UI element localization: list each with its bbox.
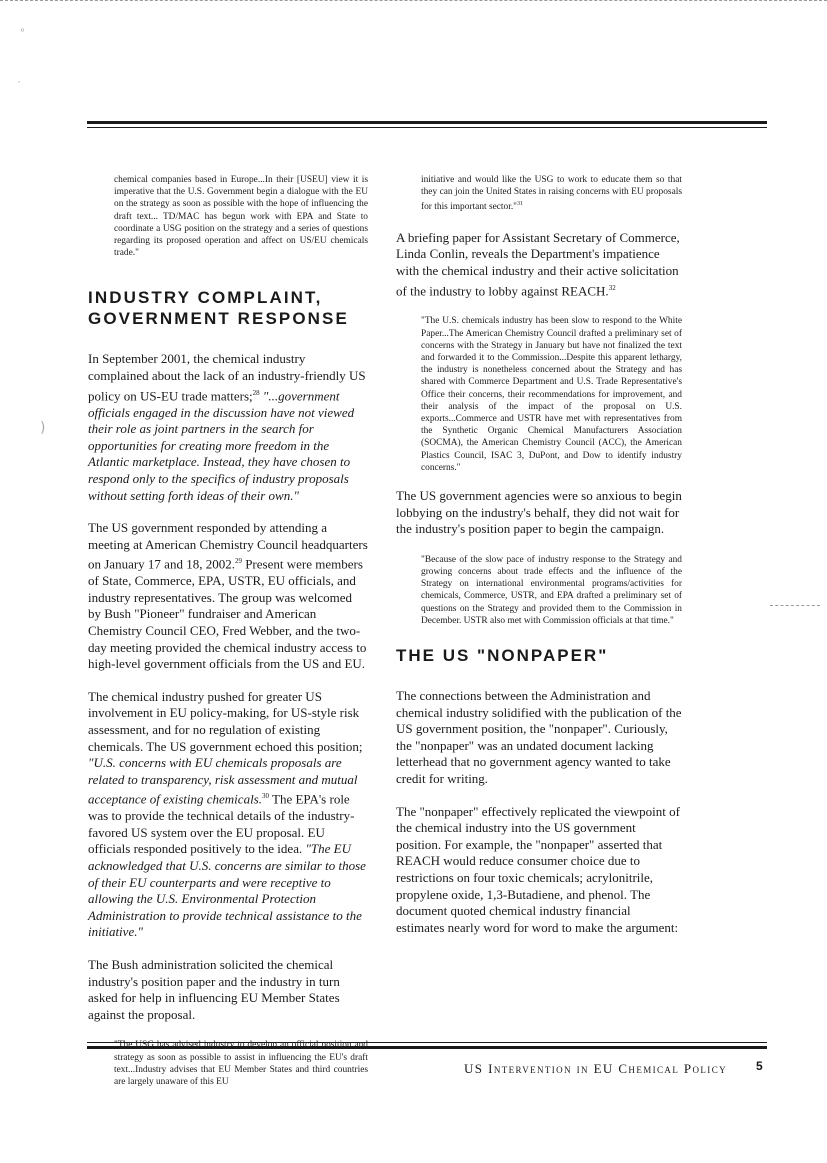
scan-speck: ° <box>20 28 25 39</box>
footnote-ref: 32 <box>608 283 616 292</box>
quoted-text: "The EU acknowledged that U.S. concerns are similar to those of their EU counterparts and were receptive to allowing the U.S. Environmental Protection Administration to provide technical assistance to the initiative." <box>88 841 366 940</box>
footnote-ref: 28 <box>252 388 260 397</box>
text-run: Present were members of State, Commerce, EPA, USTR, EU officials, and industry representatives. The group was welcomed by Bush "Pioneer" fundraiser and American Chemistry Council CEO, Fred Webber, and the two-day meeting provided the chemical industry access to high-level government officials from the US and EU. <box>88 556 367 672</box>
body-paragraph <box>88 520 368 673</box>
text-run: The chemical industry pushed for greater US involvement in EU policy-making, for US-style risk assessment, and for no regulation of existing chemicals. The US government echoed this position; <box>88 688 363 754</box>
header-rule-thin <box>87 127 767 128</box>
footnote-ref: 29 <box>234 557 242 566</box>
footer-rule-thick <box>87 1046 767 1049</box>
section-heading-nonpaper: THE US "NONPAPER" <box>396 646 609 666</box>
text-run: The EPA's role was to provide the technical details of the industry-favored US system over the EU proposal. EU officials responded positively to the idea. <box>88 791 355 857</box>
page-number: 5 <box>756 1059 763 1073</box>
body-paragraph: The Bush administration solicited the chemical industry's position paper and the industry in turn asked for help in influencing EU Member States against the proposal. <box>88 957 340 1022</box>
text-run: In September 2001, the chemical industry complained about the lack of an industry-friendly US policy on US-EU trade matters; <box>88 351 366 403</box>
footer-rule-thin <box>87 1042 767 1043</box>
text-run: A briefing paper for Assistant Secretary of Commerce, Linda Conlin, reveals the Department's impatience with the chemical industry and their active solicitation of the industry to lobby against REACH. <box>396 229 680 298</box>
quoted-text: "...government officials engaged in the discussion have not viewed their role as joint partners in the search for opportunities for creating more freedom in the Atlantic marketplace. Instead, they have chosen to respond only to the specifics of industry proposals without setting forth ideas of their own." <box>88 387 355 503</box>
footnote-ref: 31 <box>517 201 523 208</box>
body-paragraph <box>88 689 368 941</box>
body-paragraph <box>88 351 368 504</box>
body-paragraph <box>396 230 682 300</box>
scan-speck: ) <box>40 420 46 436</box>
footnote-ref: 30 <box>262 792 269 801</box>
quote-text: chemical companies based in Europe...In their [USEU] view it is imperative that the U.S. Government begin a dialogue with the EU on the strategy as soon as possible with the hope of influencing the draft text... TD/MAC has begun work with EPA and State to coordinate a USG position on the strategy and a series of questions regarding its proposed operation and affect on US/EU chemicals trade." <box>114 175 368 259</box>
quoted-text: "U.S. concerns with EU chemicals proposals are related to transparency, risk assessment and mutual acceptance of existing chemicals. <box>88 755 358 807</box>
left-column <box>88 174 368 1102</box>
body-paragraph: The US government agencies were so anxious to begin lobbying on the industry's behalf, they did not wait for the industry's position paper to begin the campaign. <box>396 488 682 537</box>
section-heading-industry-complaint <box>88 287 368 329</box>
quote-text: "The U.S. chemicals industry has been slow to respond to the White Paper...The American Chemistry Council drafted a preliminary set of concerns with the Strategy in January but have not finalized the text and forwarded it to the Commission...Despite this apparent lethargy, the industry is nonetheless concerned about the Strategy and has shared with Commerce Department and U.S. Trade Representative's Office their concerns, their recommendations for improvement, and their analysis of the impact of the proposal on U.S. exports...Commerce and USTR have met with representatives from the Synthetic Organic Chemical Manufacturers Association (SOCMA), the American Chemistry Council (ACC), the American Plastics Council, ISAC 3, DuPont, and Dow to identify industry concerns." <box>421 316 682 473</box>
header-rule-thick <box>87 121 767 124</box>
quote-text: "Because of the slow pace of industry response to the Strategy and growing concerns about trade effects and the influence of the Strategy on international environmental programs/activities for chemicals, Commerce, USTR, and EPA drafted a preliminary set of questions on the Strategy and provided them to the Commission in December. USTR also met with Commission officials at that time." <box>421 554 682 626</box>
scan-margin-line <box>770 605 820 606</box>
text-run: initiative and would like the USG to work to educate them so that they can join the United States in raising concerns with EU proposals for this important sector." <box>421 175 682 213</box>
quote-text: strategy as soon as possible to assist in influencing the EU's draft text...Industry advises that EU Member States and third countries are largely unaware of this EU <box>114 1052 368 1087</box>
quote-text <box>396 174 682 214</box>
right-column <box>396 174 682 952</box>
running-footer-title: US Intervention in EU Chemical Policy <box>464 1061 727 1076</box>
scan-speck: ′ <box>18 80 21 91</box>
scan-top-edge <box>0 0 827 1</box>
heading-line: GOVERNMENT RESPONSE <box>88 309 349 329</box>
body-paragraph: The "nonpaper" effectively replicated the viewpoint of the chemical industry into the US government position. For example, the "nonpaper" asserted that REACH would reduce consumer choice due to restrictions on four toxic chemicals; acrylonitrile, propylene oxide, 1,3-Butadiene, and phenol. The document quoted chemical industry financial estimates nearly word for word to make the argument: <box>396 803 680 935</box>
body-paragraph: The connections between the Administration and chemical industry solidified with the publication of the US government position, the "nonpaper". Curiously, the "nonpaper" was an undated document lacking letterhead that no government agency wanted to take credit for writing. <box>396 688 682 787</box>
text-run: The US government responded by attending a meeting at American Chemistry Council headquarters on January 17 and 18, 2002. <box>88 520 368 572</box>
heading-line: INDUSTRY COMPLAINT, <box>88 288 323 308</box>
